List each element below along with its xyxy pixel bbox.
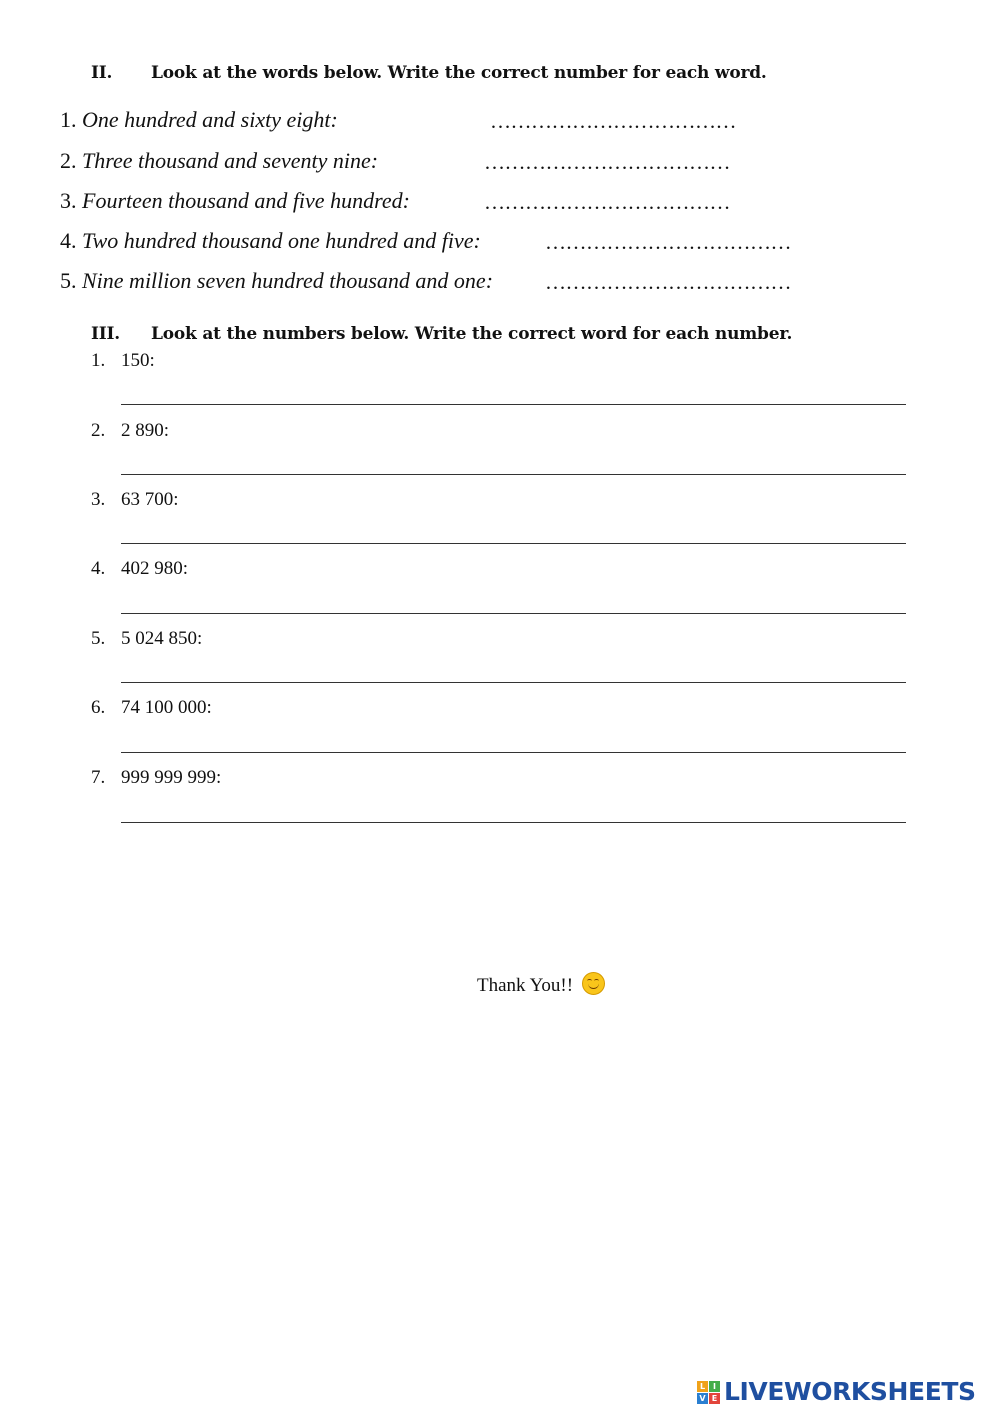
answer-line[interactable] (121, 613, 906, 614)
item-text: Fourteen thousand and five hundred: (82, 188, 410, 213)
item-value: 5 024 850: (121, 628, 203, 649)
item-number: 2. (91, 420, 106, 441)
answer-blank[interactable]: ……………………………… (545, 230, 791, 254)
item-number: 1. (60, 107, 77, 132)
item-number: 4. (60, 228, 77, 253)
item-value: 2 890: (121, 420, 170, 441)
item-number: 5. (91, 628, 106, 649)
item-text: Nine million seven hundred thousand and one: (82, 268, 494, 293)
answer-blank[interactable]: ……………………………… (484, 150, 730, 174)
item-text: One hundred and sixty eight: (82, 107, 338, 132)
smiling-face-icon (582, 972, 605, 995)
section2-item (60, 148, 378, 174)
section2-item (60, 188, 410, 214)
item-number: 7. (91, 767, 106, 788)
answer-line[interactable] (121, 404, 906, 405)
section2-item (60, 268, 493, 294)
closing-message (477, 972, 605, 997)
thank-you-text: Thank You!! (477, 975, 574, 996)
item-number: 1. (91, 350, 106, 371)
answer-line[interactable] (121, 752, 906, 753)
item-value: 402 980: (121, 558, 189, 579)
answer-blank[interactable]: ……………………………… (545, 270, 791, 294)
logo-text: LIVEWORKSHEETS (724, 1377, 976, 1406)
answer-blank[interactable]: ……………………………… (484, 190, 730, 214)
section2-item (60, 107, 338, 133)
section2-number: II. (91, 63, 113, 83)
item-number: 3. (91, 489, 106, 510)
item-text: Three thousand and seventy nine: (82, 148, 379, 173)
answer-blank[interactable]: ……………………………… (490, 109, 736, 133)
answer-line[interactable] (121, 822, 906, 823)
answer-line[interactable] (121, 474, 906, 475)
section2-item (60, 228, 481, 254)
item-number: 6. (91, 697, 106, 718)
item-value: 999 999 999: (121, 767, 222, 788)
item-value: 150: (121, 350, 155, 371)
item-value: 74 100 000: (121, 697, 212, 718)
item-text: Two hundred thousand one hundred and five: (82, 228, 481, 253)
section3-number: III. (91, 324, 120, 344)
item-number: 3. (60, 188, 77, 213)
item-number: 5. (60, 268, 77, 293)
answer-line[interactable] (121, 543, 906, 544)
item-number: 2. (60, 148, 77, 173)
logo-mark-icon: L I V E (697, 1381, 721, 1405)
item-number: 4. (91, 558, 106, 579)
section3-title: Look at the numbers below. Write the correct word for each number. (151, 324, 793, 344)
section2-title: Look at the words below. Write the correct number for each word. (151, 63, 767, 83)
item-value: 63 700: (121, 489, 179, 510)
answer-line[interactable] (121, 682, 906, 683)
